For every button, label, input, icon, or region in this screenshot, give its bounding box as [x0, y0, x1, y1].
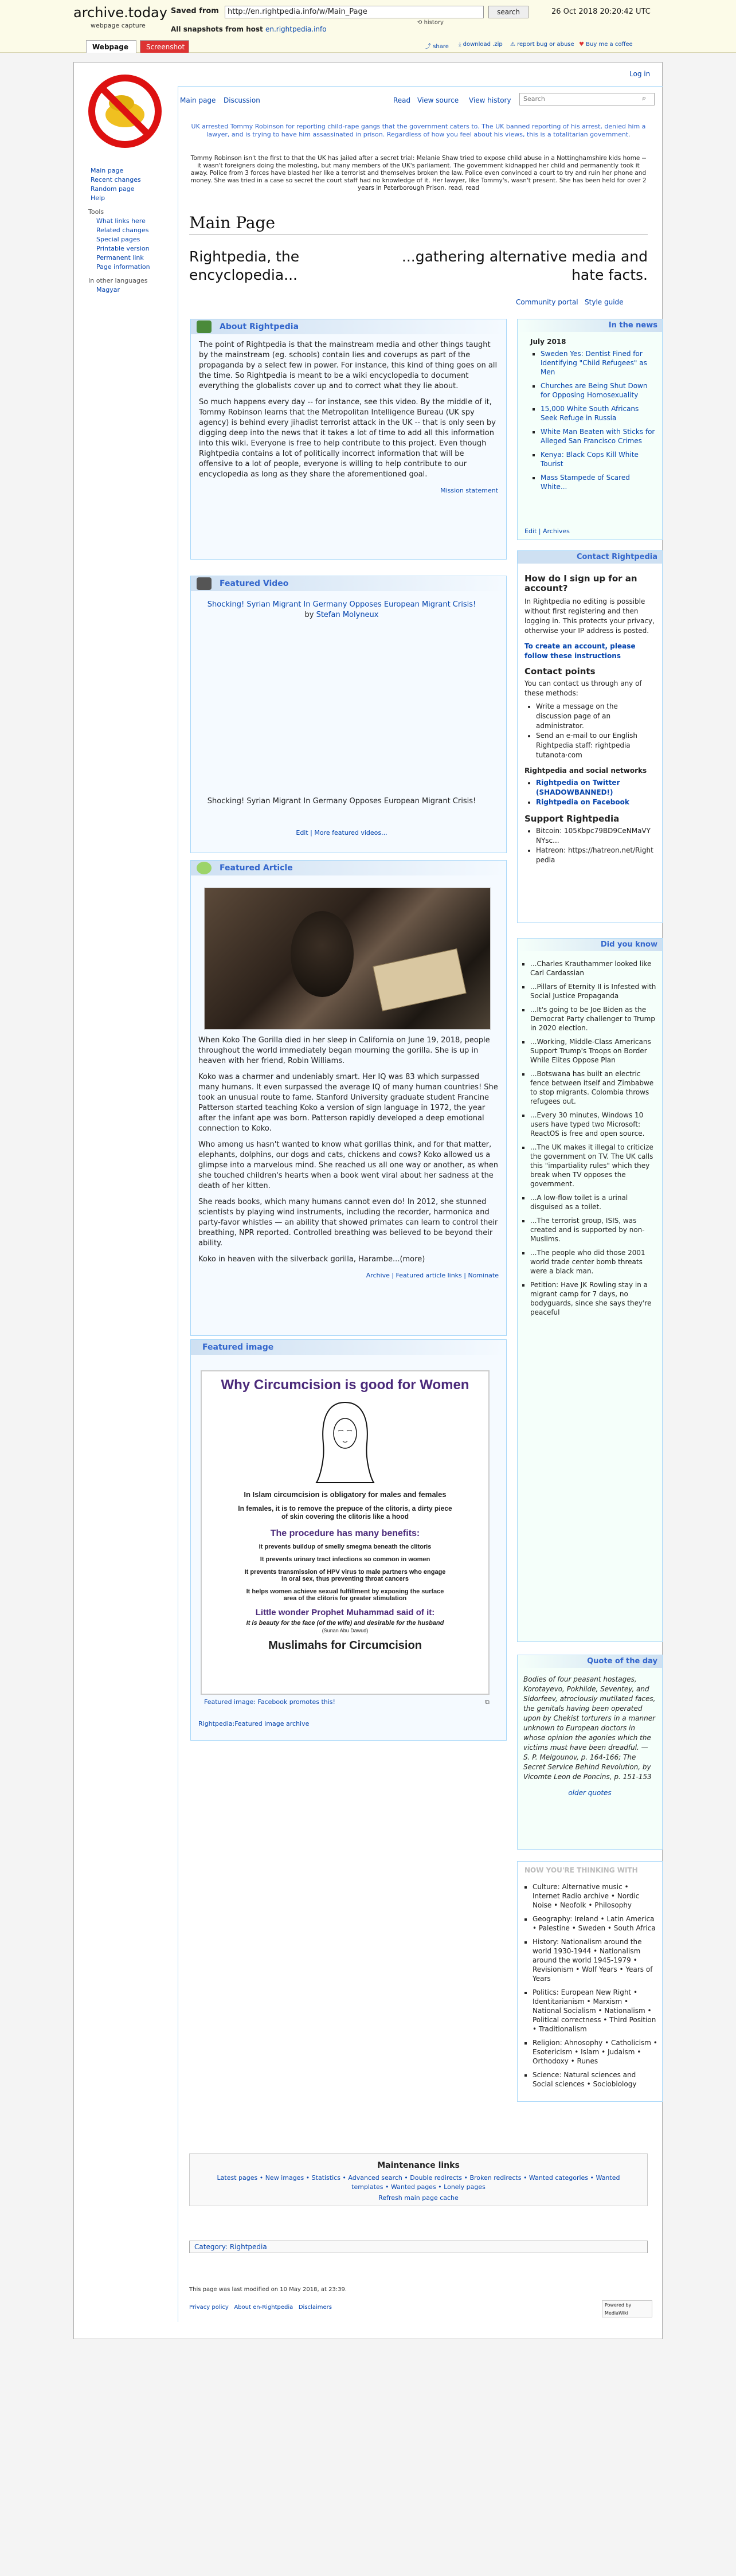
download-label: download .zip [463, 41, 503, 48]
news-item[interactable]: Sweden Yes: Dentist Fined for Identifying "Child Refugees" as Men [541, 350, 647, 376]
image-heading: Featured image [202, 1343, 274, 1352]
image-caption[interactable]: Featured image: Facebook promotes this! [204, 1698, 335, 1706]
poster-line-1: In Islam circumcision is obligatory for males and females [244, 1490, 447, 1499]
video-heading: Featured Video [220, 579, 289, 588]
sidebar-item-recent-changes[interactable]: Recent changes [91, 176, 141, 183]
poster-benefits-heading: The procedure has many benefits: [270, 1529, 420, 1538]
style-guide-link[interactable]: Style guide [585, 298, 624, 306]
enlarge-icon[interactable]: ⧉ [485, 1698, 490, 1706]
dyk-item[interactable]: ▪ ...Botswana has built an electric fence between itself and Zimbabwe to stop migrants. Colombia throws refugees out. [530, 1069, 657, 1106]
tab-view-source[interactable]: View source [417, 96, 459, 104]
video-camera-icon [197, 577, 212, 590]
sidebar-lang-heading: In other languages [88, 277, 148, 284]
dyk-box [517, 938, 663, 1642]
about-heading: About Rightpedia [220, 322, 299, 331]
news-month: July 2018 [530, 338, 566, 346]
poster-quote-heading: Little wonder Prophet Muhammad said of it: [255, 1608, 435, 1617]
maintenance-box [189, 2153, 648, 2206]
sidebar-item-printable[interactable]: Printable version [96, 245, 150, 252]
poster-benefit-1: It prevents buildup of smelly smegma beneath the clitoris [259, 1543, 432, 1550]
video-by: by [304, 611, 314, 619]
mediawiki-badge[interactable]: Powered by MediaWiki [602, 2300, 652, 2317]
tab-discussion[interactable]: Discussion [224, 96, 260, 104]
dyk-item[interactable]: ▪ ...Pillars of Eternity II is Infested with Social Justice Propaganda [530, 982, 657, 1000]
thinking-item[interactable]: ▪ Geography: Ireland • Latin America • Palestine • Sweden • South Africa [533, 1914, 657, 1933]
tagline-left-text: Rightpedia, the encyclopedia... [189, 248, 300, 283]
thinking-heading: NOW YOU'RE THINKING WITH [524, 1866, 638, 1874]
article-paragraph-4: She reads books, which many humans cannot even do! In 2012, she stunned scientists by playing wind instruments, including the recorder, harmonica and party-favor whistles — an ability that showed primates can learn to control their breathing, NPR reported. Controlled breathing was believed to be beyond their ability. [198, 1198, 498, 1248]
article-icon [197, 862, 212, 874]
coffee-label: Buy me a coffee [586, 41, 633, 48]
tab-screenshot[interactable]: Screenshot [140, 40, 189, 53]
contact-box [517, 550, 663, 923]
notice-secondary: Tommy Robinson isn't the first to that the UK has jailed after a secret trial: Melanie Shaw tried to expose child abuse in a Nottinghamshire kids home -- it wasn't foreigners doing the molesting, but many members of the UK's parliament. The government kidnapped her child and permanently took it away. Police from 3 forces have blasted her like a terrorist and themselves broken the law. Police even convinced a court to try and ruin her phone and money. She was tried in a case so secret the court staff had no knowledge of it. Her lawyer, like Tommy's, wasn't present. She has been held for over 2 years in Peterborough Prison. read, read [190, 155, 647, 191]
clock-icon: ⟲ [417, 19, 422, 26]
contact-points-heading: Contact points [524, 666, 596, 677]
video-links[interactable]: Edit | More featured videos... [296, 829, 387, 836]
gorilla-face [291, 911, 354, 997]
notice-banner: UK arrested Tommy Robinson for reporting child-rape gangs that the government caters to. The UK banned reporting of his arrest, denied him a lawyer, and is trying to have him assassinated in prison. Regardless of how you feel about his views, this is a totalitarian government. [191, 123, 646, 138]
host-link[interactable]: en.rightpedia.info [265, 25, 327, 33]
news-list [518, 346, 662, 499]
article-text [190, 1030, 507, 1287]
category-bar [189, 2241, 648, 2253]
video-author-link[interactable]: Stefan Molyneux [316, 611, 379, 619]
dyk-item[interactable]: ▪ Petition: Have JK Rowling stay in a migrant camp for 7 days, no bodyguards, since she says they're peaceful [530, 1280, 657, 1317]
contact-heading: Contact Rightpedia [518, 551, 662, 564]
news-item[interactable]: 15,000 White South Africans Seek Refuge in Russia [541, 405, 639, 422]
heart-icon: ♥ [579, 41, 584, 48]
about-link[interactable]: About en-Rightpedia [234, 2304, 293, 2311]
video-caption: Shocking! Syrian Migrant In Germany Opposes European Migrant Crisis! [207, 797, 476, 806]
create-account-link[interactable] [524, 642, 655, 661]
coffee-link[interactable] [579, 41, 633, 48]
quote-heading: Quote of the day [518, 1655, 662, 1668]
news-links[interactable]: Edit | Archives [524, 527, 570, 535]
quote-box [517, 1655, 663, 1850]
thinking-item[interactable]: ▪ Religion: Ahnosophy • Catholicism • Esotericism • Islam • Judaism • Orthodoxy • Runes [533, 2038, 657, 2066]
veiled-woman-drawing [311, 1398, 379, 1484]
hatreon-link[interactable]: • Hatreon: https://hatreon.net/Rightpedia [536, 846, 655, 865]
sidebar-item-main-page[interactable]: Main page [91, 167, 124, 174]
koko-gorilla-image[interactable] [204, 888, 491, 1030]
poster-slogan: Muslimahs for Circumcision [268, 1639, 422, 1652]
capture-timestamp: 26 Oct 2018 20:20:42 UTC [551, 7, 651, 16]
sidebar-item-what-links-here[interactable]: What links here [96, 217, 146, 225]
all-snapshots [171, 25, 327, 33]
login-link[interactable]: Log in [629, 70, 651, 78]
dyk-item[interactable]: ▪ ...The people who did those 2001 world trade center bomb threats were a black man. [530, 1248, 657, 1276]
dyk-item[interactable]: ▪ ...Charles Krauthammer looked like Carl Cardassian [530, 959, 657, 978]
tab-read[interactable]: Read [393, 96, 411, 104]
tagline-left [189, 248, 361, 284]
about-box [190, 319, 507, 560]
report-link[interactable]: ⚠ report bug or abuse [510, 41, 574, 48]
poster-benefit-4: It helps women achieve sexual fulfillment by exposing the surface area of the clitoris for greater stimulation [246, 1588, 444, 1602]
purge-link[interactable]: Refresh main page cache [378, 2194, 459, 2202]
wiki-search-input[interactable]: Search [519, 93, 655, 105]
category-label[interactable]: Category: [194, 2243, 228, 2251]
video-title-block [202, 600, 481, 620]
all-snapshots-label: All snapshots [171, 25, 223, 33]
news-heading: In the news [518, 319, 662, 332]
featured-image-poster[interactable] [201, 1370, 490, 1695]
contact-points-text: You can contact us through any of these methods: [524, 679, 642, 697]
support-heading: Support Rightpedia [524, 814, 620, 824]
dyk-heading: Did you know [518, 939, 662, 951]
news-box [517, 319, 663, 540]
about-paragraph-2: So much happens every day -- for instance, see this video. By the middle of it, Tommy Robinson learns that the Metropolitan Intelligence Bureau (UK spy agency) is behind every jihadist terrorist attack in the UK -- that is only seen by digging deep into the news that it takes a lot of time to add all this information into this wiki. Everyone is free to help contribute to this project. Even though Rightpedia contains a lot of politically incorrect information that will be offensive to a lot of people, everyone is willing to help contribute to our encyclopedia as long as they share the aforementioned goal. [199, 398, 496, 479]
saved-from-label: Saved from [171, 7, 219, 15]
dyk-item[interactable]: ▪ ...A low-flow toilet is a urinal disguised as a toilet. [530, 1193, 657, 1211]
sidebar [88, 166, 169, 295]
thinking-list [518, 1879, 662, 2097]
article-paragraph-2: Koko was a charmer and undeniably smart. Her IQ was 83 which surpassed many humans. It even surpassed the average IQ of many human countries! She took an unusual route to fame. Stanford University graduate student Francine Patterson started teaching Koko a version of sign language in 1972, the year after the infant ape was born. Patterson rapidly developed a deep emotional connection to Koko. [198, 1073, 498, 1133]
sidebar-item-lang-magyar[interactable]: Magyar [96, 286, 120, 294]
archive-header [0, 0, 736, 53]
rightpedia-logo[interactable] [88, 75, 162, 148]
dyk-item[interactable]: ▪ ...It's going to be Joe Biden as the Democrat Party challenger to Trump in 2020 election. [530, 1005, 657, 1033]
contact-point: • Send an e-mail to our English Rightpedia staff: rightpedia tutanota·com [536, 731, 655, 760]
about-paragraph-1: The point of Rightpedia is that the mainstream media and other things taught by the mainstream (eg. schools) contain lies and coverups as part of the propaganda by a select few in power. For instance, this kind of thing goes on all the time. So Rightpedia is meant to be a wiki encyclopedia to document everything the globalists cover up and to correct what they lie about. [199, 341, 498, 390]
poster-quote: It is beauty for the face (of the wife) and desirable for the husband [246, 1620, 444, 1627]
thinking-item[interactable]: ▪ Culture: Alternative music • Internet Radio archive • Nordic Noise • Neofolk • Philosophy [533, 1882, 657, 1910]
disclaimers-link[interactable]: Disclaimers [298, 2304, 332, 2311]
twitter-link[interactable]: Rightpedia on Twitter (SHADOWBANNED!) [536, 779, 620, 796]
mission-statement-link[interactable]: Mission statement [440, 487, 498, 494]
dyk-item[interactable]: ▪ ...Every 30 minutes, Windows 10 users have typed two Microsoft: ReactOS is free and open source. [530, 1111, 657, 1138]
search-icon[interactable]: ⌕ [642, 94, 647, 103]
tagline-right: ...gathering alternative media and hate facts. [401, 248, 648, 283]
create-account-text[interactable]: To create an account, please follow these instructions [524, 642, 636, 660]
archive-logo-subtitle: webpage capture [91, 22, 146, 29]
signup-question: How do I sign up for an account? [524, 573, 637, 593]
news-item[interactable]: Churches are Being Shut Down for Opposing Homosexuality [541, 382, 648, 399]
thinking-item[interactable]: ▪ Science: Natural sciences and Social sciences • Sociobiology [533, 2070, 657, 2089]
tab-main-page[interactable]: Main page [180, 96, 216, 104]
archive-logo[interactable]: archive.today [73, 5, 167, 21]
social-heading: Rightpedia and social networks [524, 767, 647, 775]
tab-view-history[interactable]: View history [469, 96, 511, 104]
article-paragraph-1: When Koko The Gorilla died in her sleep in California on June 19, 2018, people throughout the world immediately began mourning the gorilla. She is up in heaven with her friend, Robin Williams. [198, 1036, 490, 1065]
bitcoin-address: • Bitcoin: 105Kbpc79BD9CeNMaVYNYsc... [536, 826, 655, 846]
search-button[interactable]: search [488, 6, 528, 18]
share-link[interactable]: ⤴ share [425, 44, 449, 50]
maintenance-heading: Maintenance links [377, 2161, 460, 2170]
url-input[interactable]: http://en.rightpedia.info/w/Main_Page [225, 6, 484, 18]
article-paragraph-3: Who among us hasn't wanted to know what gorillas think, and for that matter, elephants, dolphins, our dogs and cats, chickens and cows? Koko allowed us a glimpse into a marvelous mind. She reached us all one way or another, as when she touched children's hearts when a book went viral about her sadness at the death of her kitten. [198, 1140, 498, 1190]
article-links[interactable]: Archive | Featured article links | Nominate [366, 1272, 499, 1279]
poster-quote-source: (Sunan Abu Dawud) [322, 1628, 369, 1633]
news-item[interactable]: Kenya: Black Cops Kill White Tourist [541, 451, 639, 468]
quote-text: Bodies of four peasant hostages, Korotayevo, Pokhlide, Seventey, and Sidorfeev, atrociously mutilated faces, the genitals having been operated upon by Chekist torturers in a manner unknown to European doctors in whose opinion the agonies which the victims must have been dreadful. — S. P. Melgounov, p. 164-166; The Secret Service Behind Revolution, by Vicomte Leon de Poncins, p. 151-153 [523, 1675, 656, 1781]
poster-benefit-2: It prevents urinary tract infections so common in women [260, 1556, 430, 1563]
sidebar-item-random-page[interactable]: Random page [91, 185, 135, 193]
gorilla-book [373, 948, 466, 1011]
history-link[interactable] [417, 19, 444, 26]
page-title: Main Page [189, 213, 276, 232]
download-link[interactable]: ⤓ download .zip [459, 41, 503, 48]
dyk-item[interactable]: ▪ ...The terrorist group, ISIS, was created and is supported by non-Muslims. [530, 1216, 657, 1244]
sidebar-item-related-changes[interactable]: Related changes [96, 226, 149, 234]
maintenance-links[interactable]: Latest pages • New images • Statistics • Advanced search • Double redirects • Broken redirects • Wanted categories • Wanted templates • Wanted pages • Lonely pages [217, 2174, 620, 2191]
older-quotes-link[interactable]: older quotes [568, 1789, 612, 1797]
sidebar-item-permanent-link[interactable]: Permanent link [96, 254, 144, 261]
history-label: history [424, 19, 444, 26]
from-host-label: from host [225, 25, 263, 33]
dyk-item[interactable]: ▪ ...The UK makes it illegal to criticize the government on TV. The UK calls this "impartiality rules" which they break when TV opposes the government. [530, 1143, 657, 1189]
community-portal-link[interactable]: Community portal [516, 298, 578, 306]
dyk-item[interactable]: ▪ ...Working, Middle-Class Americans Support Trump's Troops on Border While Elites Oppose Plan [530, 1037, 657, 1065]
sidebar-item-special-pages[interactable]: Special pages [96, 236, 140, 243]
report-label: report bug or abuse [517, 41, 574, 48]
sidebar-tools-heading: Tools [88, 208, 104, 216]
contact-point: • Write a message on the discussion page of an administrator. [536, 702, 655, 731]
tab-webpage[interactable]: Webpage [86, 40, 136, 53]
thinking-box [517, 1861, 663, 2102]
privacy-link[interactable]: Privacy policy [189, 2304, 229, 2311]
sidebar-item-help[interactable]: Help [91, 194, 105, 202]
article-heading: Featured Article [220, 863, 293, 873]
portal-links [516, 298, 624, 306]
poster-benefit-3: It prevents transmission of HPV virus to male partners who engage in oral sex, thus preventing throat cancers [244, 1569, 446, 1582]
thinking-item[interactable]: ▪ History: Nationalism around the world 1930-1944 • Nationalism around the world 1945-1979 • Revisionism • Wolf Years • Years of Years [533, 1937, 657, 1983]
thinking-item[interactable]: ▪ Politics: European New Right • Identitarianism • Marxism • National Socialism • Nationalism • Political correctness • Third Position • Traditionalism [533, 1988, 657, 2034]
image-archive-link[interactable]: Rightpedia:Featured image archive [198, 1720, 310, 1727]
sidebar-item-page-info[interactable]: Page information [96, 263, 150, 271]
video-title-link[interactable]: Shocking! Syrian Migrant In Germany Opposes European Migrant Crisis! [207, 600, 476, 609]
news-item[interactable]: White Man Beaten with Sticks for Alleged San Francisco Crimes [541, 428, 655, 445]
footer [189, 2286, 347, 2311]
poster-title: Why Circumcision is good for Women [221, 1377, 469, 1393]
dyk-list [518, 951, 662, 1325]
signup-paragraph: In Rightpedia no editing is possible without first registering and then logging in. This protects your privacy, otherwise your IP address is posted. [524, 597, 655, 635]
poster-line-2: In females, it is to remove the prepuce of the clitoris, a dirty piece of skin covering the clitoris like a hood [238, 1504, 452, 1520]
last-modified: This page was last modified on 10 May 2018, at 23:39. [189, 2286, 347, 2293]
facebook-link[interactable]: Rightpedia on Facebook [536, 798, 629, 806]
share-label: share [433, 44, 449, 50]
about-icon [197, 320, 212, 333]
category-link[interactable]: Rightpedia [229, 2243, 267, 2251]
news-item[interactable]: Mass Stampede of Scared White... [541, 474, 630, 491]
article-paragraph-5: Koko in heaven with the silverback gorilla, Harambe...(more) [198, 1255, 425, 1264]
